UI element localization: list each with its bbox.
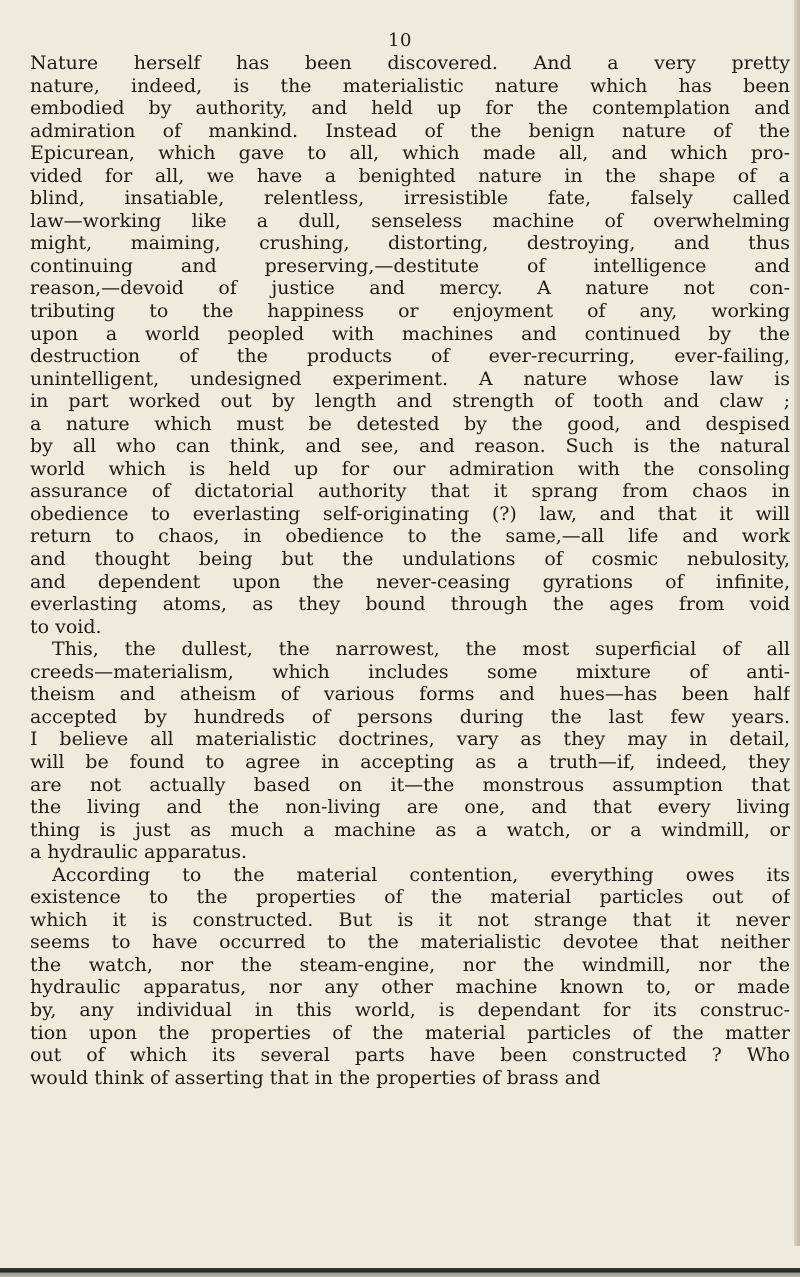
text-line: seems to have occurred to the materialistic devotee that neither [30,931,790,954]
text-line: I believe all materialistic doctrines, vary as they may in detail, [30,728,790,751]
text-line: embodied by authority, and held up for the contemplation and [30,97,790,120]
text-line: in part worked out by length and strength of tooth and claw ; [30,390,790,413]
text-line: world which is held up for our admiration with the consoling [30,457,790,480]
text-line: out of which its several parts have been constructed ? Who [30,1044,790,1067]
text-line: tion upon the properties of the material particles of the matter [30,1021,790,1044]
text-line: continuing and preserving,—destitute of intelligence and [30,254,790,277]
text-line: might, maiming, crushing, distorting, destroying, and thus [30,232,790,255]
text-line: upon a world peopled with machines and continued by the [30,322,790,345]
text-line: admiration of mankind. Instead of the benign nature of the [30,119,790,142]
text-line: return to chaos, in obedience to the same,—all life and work [30,525,790,548]
text-line: creeds—materialism, which includes some mixture of anti- [30,660,790,683]
text-line: unintelligent, undesigned experiment. A nature whose law is [30,367,790,390]
text-line: to void. [30,615,102,638]
text-line: Nature herself has been discovered. And a very pretty [30,52,790,74]
text-line: by, any individual in this world, is dependant for its construc- [30,998,790,1021]
text-line: theism and atheism of various forms and hues—has been half [30,683,790,706]
text-line: everlasting atoms, as they bound through the ages from void [30,593,790,616]
text-line: law—working like a dull, senseless machine of overwhelming [30,209,790,232]
text-line: and dependent upon the never-ceasing gyrations of infinite, [30,570,790,593]
text-line: are not actually based on it—the monstrous assumption that [30,773,790,796]
text-line: obedience to everlasting self-originating (?) law, and that it will [30,502,790,525]
page-edge-shadow [794,0,800,1277]
text-line: existence to the properties of the material particles out of [30,886,790,909]
text-line: the watch, nor the steam-engine, nor the windmill, nor the [30,953,790,976]
text-line: vided for all, we have a benighted nature in the shape of a [30,164,790,187]
text-line: a nature which must be detested by the good, and despised [30,412,790,435]
text-line: which it is constructed. But is it not strange that it never [30,908,790,931]
text-line: thing is just as much a machine as a watch, or a windmill, or [30,818,790,841]
text-line: tributing to the happiness or enjoyment of any, working [30,300,790,323]
text-line: the living and the non-living are one, and that every living [30,796,790,819]
text-line: will be found to agree in accepting as a truth—if, indeed, they [30,750,790,773]
text-line: nature, indeed, is the materialistic nature which has been [30,74,790,97]
text-line: According to the material contention, everything owes its [52,863,790,886]
body-text [30,52,790,1089]
text-line: accepted by hundreds of persons during the last few years. [30,705,790,728]
page-number: 10 [388,30,412,51]
text-line: by all who can think, and see, and reason. Such is the natural [30,435,790,458]
text-line: a hydraulic apparatus. [30,841,248,864]
text-line: destruction of the products of ever-recurring, ever-failing, [30,345,790,368]
text-line: blind, insatiable, relentless, irresistible fate, falsely called [30,187,790,210]
text-line: assurance of dictatorial authority that it sprang from chaos in [30,480,790,503]
page-bottom-rule [0,1246,800,1277]
text-line: hydraulic apparatus, nor any other machine known to, or made [30,976,790,999]
text-line: reason,—devoid of justice and mercy. A nature not con- [30,277,790,300]
text-line: would think of asserting that in the properties of brass and [30,1066,601,1089]
text-line: This, the dullest, the narrowest, the most superficial of all [52,638,790,661]
text-line: Epicurean, which gave to all, which made all, and which pro- [30,142,790,165]
text-line: and thought being but the undulations of cosmic nebulosity, [30,548,790,571]
